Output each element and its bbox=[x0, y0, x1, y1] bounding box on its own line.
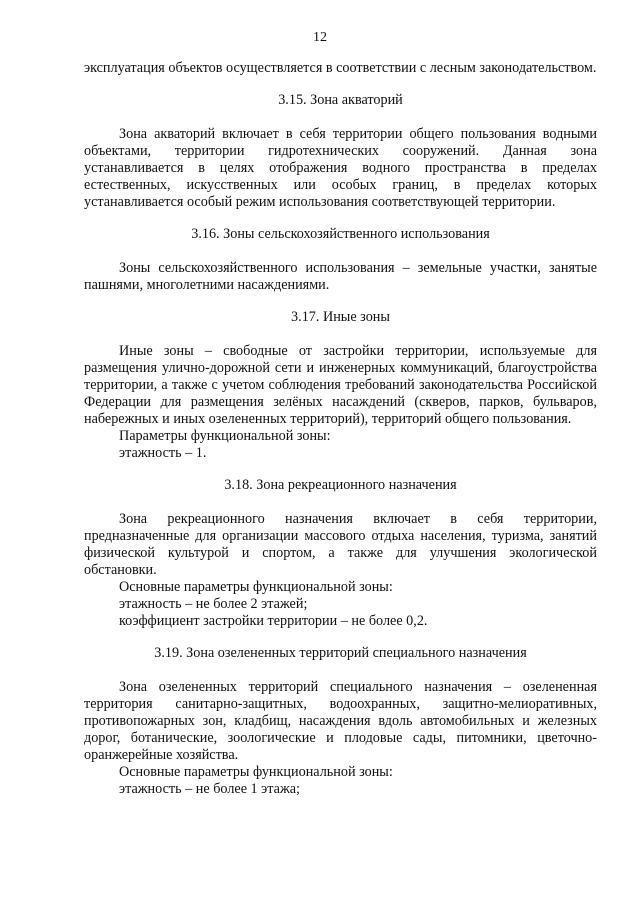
section-paragraph: Иные зоны – свободные от застройки территории, используемые для размещения улично-дорожной сети и инженерных коммуникаций, благоустройства территории, а также с учетом соблюдения требований законодательства Российской Федерации для размещения зелёных насаждений (скверов, парков, бульваров, набережных и иных озелененных территорий), территорий общего пользования. bbox=[84, 343, 597, 427]
section-paragraph: Зона озелененных территорий специального назначения – озелененная территория санитарно-защитных, водоохранных, защитно-мелиоративных, противопожарных зон, кладбищ, насаждения вдоль автомобильных и железных дорог, ботанические, зоологические и плодовые сады, питомники, цветочно-оранжерейные хозяйства. bbox=[84, 679, 597, 763]
parameters-label: Параметры функциональной зоны: bbox=[119, 428, 331, 444]
section-heading: 3.19. Зона озелененных территорий специального назначения bbox=[154, 645, 527, 661]
section-paragraph: Зона рекреационного назначения включает в себя территории, предназначенные для организации массового отдыха населения, туризма, занятий физической культурой и спортом, а также для улучшения экологической обстановки. bbox=[84, 511, 597, 578]
parameter-line: этажность – 1. bbox=[119, 445, 207, 461]
intro-paragraph: эксплуатация объектов осуществляется в соответствии с лесным законодательством. bbox=[84, 60, 597, 76]
section-3-18 bbox=[84, 477, 597, 630]
parameters-label: Основные параметры функциональной зоны: bbox=[119, 579, 393, 595]
section-3-15 bbox=[84, 92, 597, 211]
document-body bbox=[84, 60, 597, 798]
page-number: 12 bbox=[313, 30, 327, 45]
section-heading: 3.15. Зона акваторий bbox=[278, 92, 403, 108]
section-3-16 bbox=[84, 226, 597, 294]
section-3-19 bbox=[84, 645, 597, 798]
section-heading: 3.18. Зона рекреационного назначения bbox=[224, 477, 457, 493]
parameter-line: этажность – не более 1 этажа; bbox=[119, 781, 300, 797]
section-3-17 bbox=[84, 309, 597, 462]
section-heading: 3.17. Иные зоны bbox=[291, 309, 390, 325]
parameter-line: коэффициент застройки территории – не более 0,2. bbox=[119, 613, 428, 629]
section-paragraph: Зоны сельскохозяйственного использования – земельные участки, занятые пашнями, многолетними насаждениями. bbox=[84, 260, 597, 293]
parameters-label: Основные параметры функциональной зоны: bbox=[119, 764, 393, 780]
section-paragraph: Зона акваторий включает в себя территории общего пользования водными объектами, территории гидротехнических сооружений. Данная зона устанавливается в целях отображения водного пространства в пределах естественных, искусственных или особых границ, в пределах которых устанавливается особый режим использования соответствующей территории. bbox=[84, 126, 597, 210]
section-heading: 3.16. Зоны сельскохозяйственного использования bbox=[191, 226, 490, 242]
parameter-line: этажность – не более 2 этажей; bbox=[119, 596, 308, 612]
